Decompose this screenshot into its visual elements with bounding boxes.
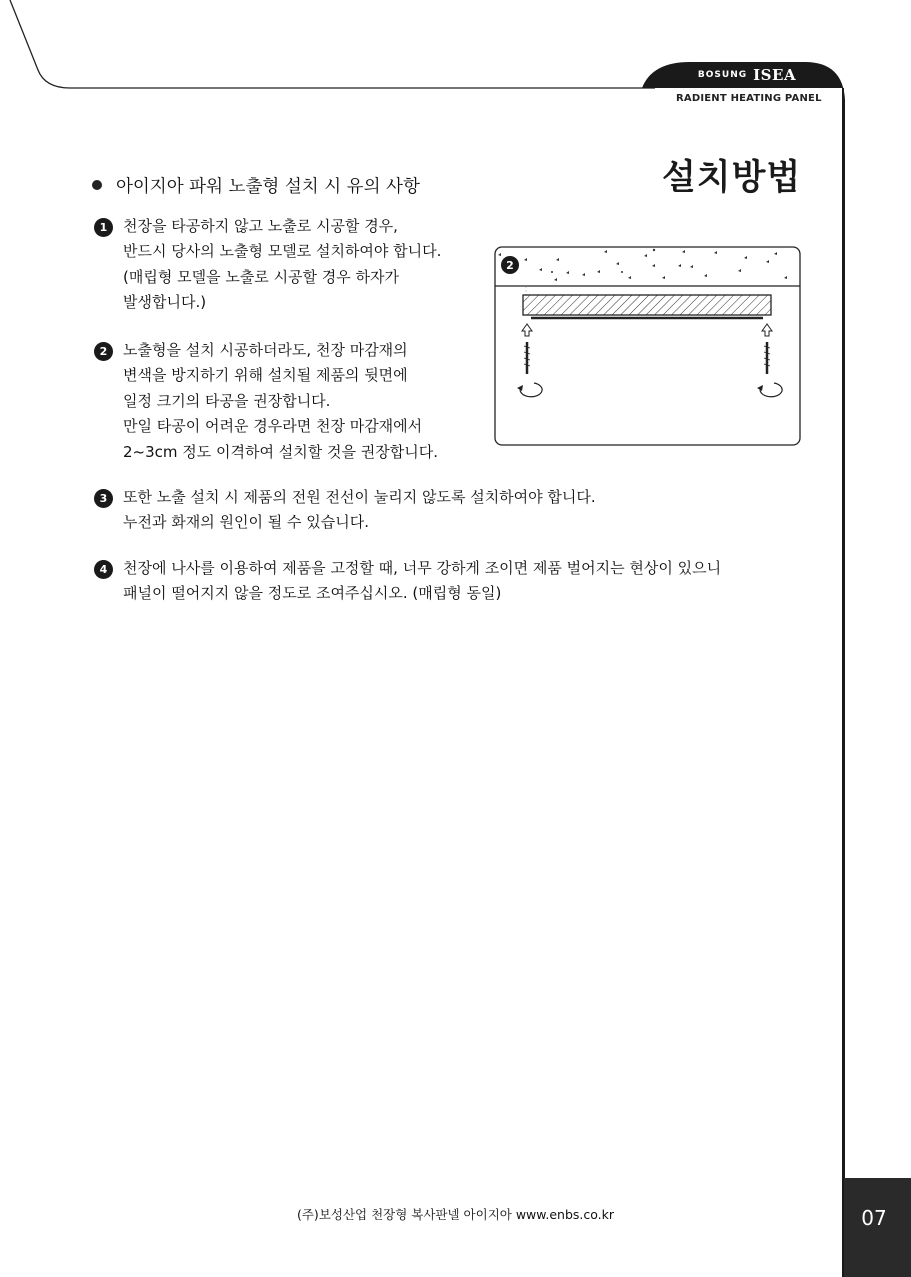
- item-line: 2~3cm 정도 이격하여 설치할 것을 권장합니다.: [123, 442, 438, 461]
- footer-text: (주)보성산업 천장형 복사판넬 아이지아 www.enbs.co.kr: [296, 1207, 615, 1222]
- item-line: 또한 노출 설치 시 제품의 전원 전선이 눌리지 않도록 설치하여야 합니다.: [123, 488, 596, 506]
- item-number-badge: 2: [94, 342, 113, 361]
- item-line: 패널이 떨어지지 않을 정도로 조여주십시오. (매립형 동일): [123, 584, 502, 603]
- item-line: 발생합니다.): [123, 293, 207, 312]
- diagram-border: [495, 247, 800, 445]
- instruction-item-4: [94, 556, 721, 607]
- diagram-badge: 2: [506, 259, 514, 272]
- item-line: 일정 크기의 타공을 권장합니다.: [123, 391, 331, 410]
- brand-big-text: ISEA: [753, 66, 797, 84]
- brand-logo: [652, 62, 842, 88]
- item-line: 변색을 방지하기 위해 설치될 제품의 뒷면에: [123, 366, 408, 385]
- instruction-item-2: [94, 338, 438, 465]
- instruction-item-3: [94, 485, 596, 536]
- header-subtitle: RADIENT HEATING PANEL: [676, 93, 822, 104]
- item-number-badge: 3: [94, 489, 113, 508]
- section-heading-text: 아이지아 파워 노출형 설치 시 유의 사항: [116, 177, 420, 197]
- heating-panel: [523, 295, 771, 315]
- item-line: 만일 타공이 어려운 경우라면 천장 마감재에서: [123, 417, 423, 436]
- item-line: 반드시 당사의 노출형 모델로 설치하여야 합니다.: [123, 242, 442, 261]
- item-line: 천장에 나사를 이용하여 제품을 고정할 때, 너무 강하게 조이면 제품 벌어지는 현상이 있으니: [123, 559, 722, 577]
- brand-small-text: BOSUNG: [697, 70, 748, 80]
- installation-diagram: [494, 246, 802, 448]
- section-heading: [92, 173, 420, 198]
- page-title: 설치방법: [662, 158, 802, 198]
- bullet-dot: [92, 180, 102, 190]
- item-line: 누전과 화재의 원인이 될 수 있습니다.: [123, 513, 369, 532]
- instruction-item-1: [94, 214, 441, 316]
- item-number-badge: 1: [94, 218, 113, 237]
- item-line: 천장을 타공하지 않고 노출로 시공할 경우,: [123, 217, 398, 235]
- item-line: 노출형을 설치 시공하더라도, 천장 마감재의: [123, 341, 408, 359]
- item-number-badge: 4: [94, 560, 113, 579]
- page-number: 07: [861, 1206, 887, 1230]
- item-line: (매립형 모델을 노출로 시공할 경우 하자가: [123, 267, 400, 286]
